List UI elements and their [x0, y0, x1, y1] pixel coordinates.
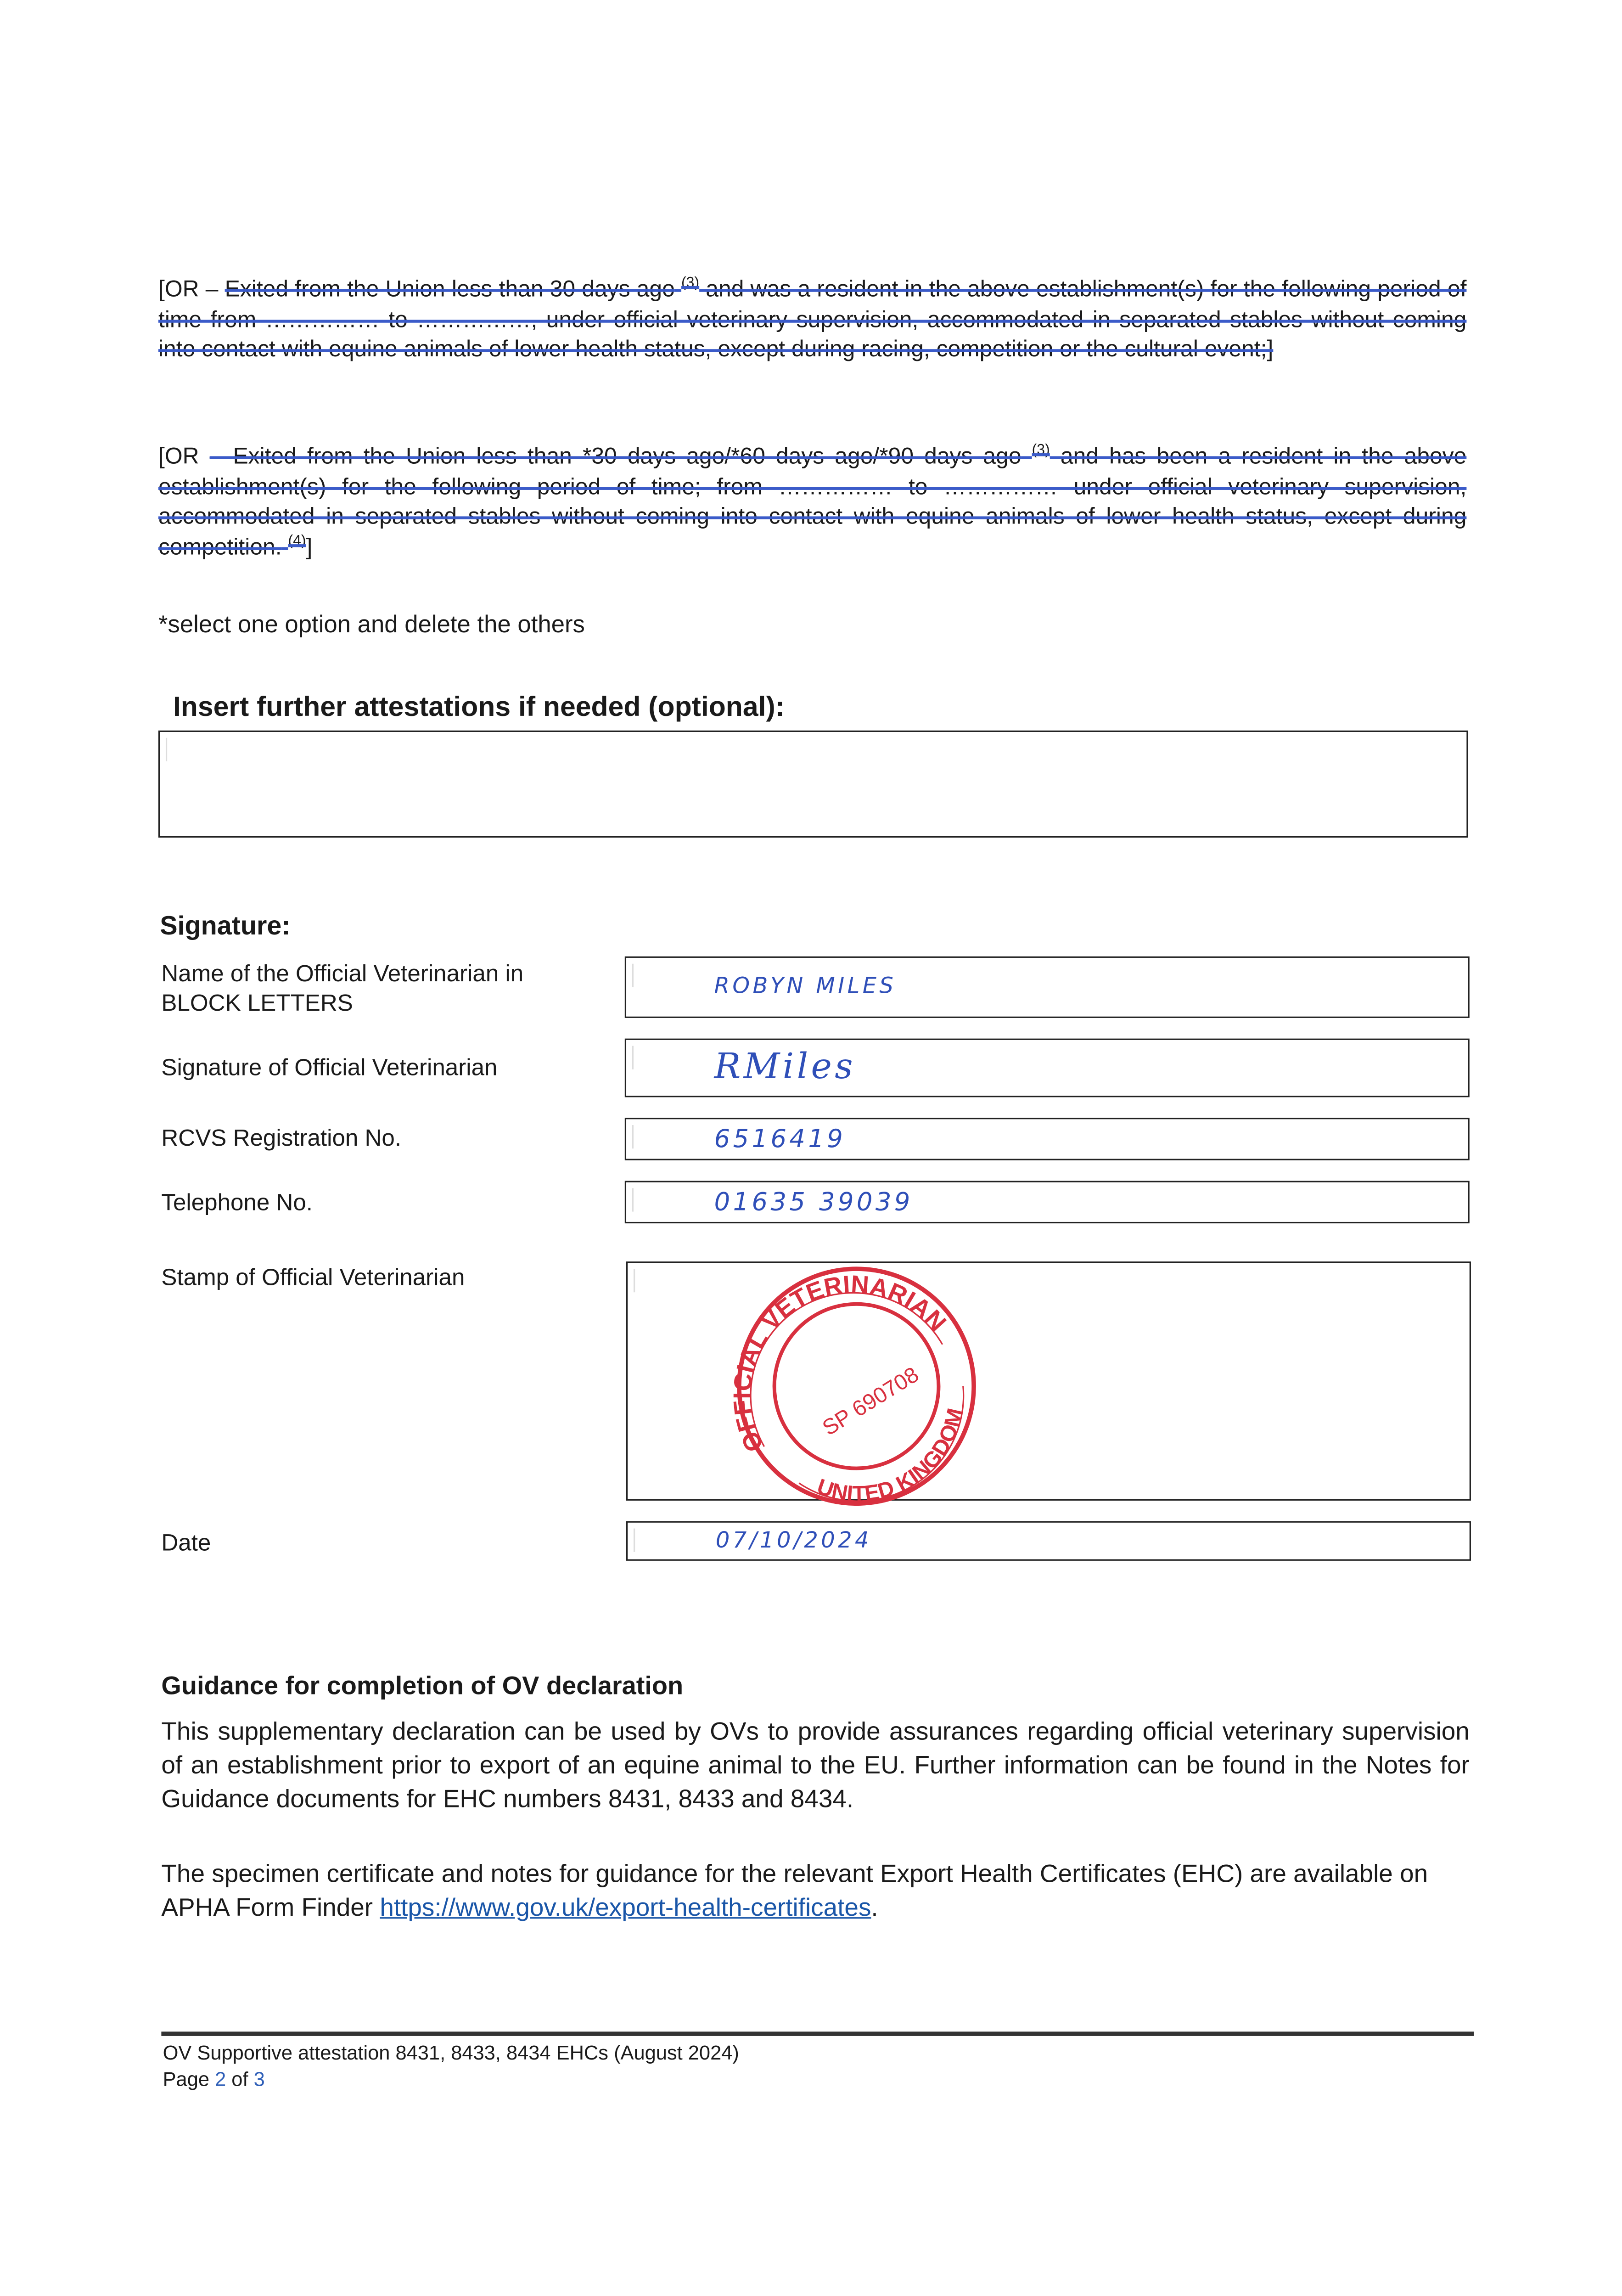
option-prefix: [OR: [158, 444, 210, 470]
guidance-text-end: .: [871, 1892, 878, 1922]
guidance-text: The specimen certificate and notes for guidance for the relevant Export Health Certificates (EHC) are available on APHA Form Finder: [161, 1858, 1428, 1922]
option-text: Exited from the Union less than 30 days ago: [224, 277, 675, 303]
option-rest: and was a resident in the above establishment(s) for the following period of time from …………… to ……………, under official veterinary supervision, accommodated in separated stables without coming into contact with equine animals of lower health status, except during racing, competition or the cultural event;]: [158, 277, 1467, 363]
rcvs-value: 6516419: [714, 1125, 846, 1154]
phone-label: Telephone No.: [161, 1191, 313, 1216]
footnote-ref: (3): [681, 275, 700, 292]
phone-field[interactable]: [625, 1181, 1470, 1223]
signature-value: RMiles: [714, 1046, 856, 1087]
guidance-heading: Guidance for completion of OV declaration: [161, 1671, 684, 1700]
option-end: ]: [306, 535, 313, 560]
signature-heading: Signature:: [160, 911, 291, 940]
stamp-number: SP 690708: [818, 1362, 923, 1441]
page-number: [163, 2067, 265, 2093]
stamp-field[interactable]: [626, 1261, 1471, 1507]
page-word: Page: [163, 2068, 215, 2091]
name-label: Name of the Official Veterinarian in BLOCK LETTERS: [161, 962, 524, 1017]
official-stamp: [727, 1269, 991, 1518]
footnote-ref: (4): [288, 533, 306, 550]
footnote-ref: (3): [1032, 443, 1050, 459]
stamp-label: Stamp of Official Veterinarian: [161, 1266, 465, 1291]
guidance-paragraph-2: [161, 1857, 1469, 1925]
stamp-top-text: OFFICIAL VETERINARIAN: [728, 1270, 952, 1457]
footer-title: OV Supportive attestation 8431, 8433, 8434 EHCs (August 2024): [163, 2042, 739, 2064]
rcvs-field[interactable]: [625, 1118, 1470, 1160]
further-attestations-heading: Insert further attestations if needed (optional):: [173, 692, 785, 723]
select-note: *select one option and delete the others: [158, 612, 585, 638]
page-total: 3: [253, 2068, 265, 2091]
date-field[interactable]: [626, 1521, 1471, 1561]
name-value: ROBYN MILES: [714, 972, 897, 999]
date-value: 07/10/2024: [715, 1527, 872, 1553]
signature-field[interactable]: [625, 1039, 1470, 1097]
phone-value: 01635 39039: [714, 1188, 913, 1218]
rcvs-label: RCVS Registration No.: [161, 1126, 402, 1152]
export-health-certificates-link[interactable]: https://www.gov.uk/export-health-certificates: [380, 1892, 871, 1922]
signature-label: Signature of Official Veterinarian: [161, 1056, 498, 1081]
further-attestations-field[interactable]: [158, 731, 1468, 838]
option-b-paragraph: [158, 443, 1466, 564]
option-prefix: [OR –: [158, 277, 225, 303]
option-text: – Exited from the Union less than *30 days ago/*60 days ago/*90 days ago: [209, 444, 1021, 470]
option-a-paragraph: [158, 276, 1466, 366]
guidance-paragraph-1: This supplementary declaration can be used by OVs to provide assurances regarding official veterinary supervision of an establishment prior to export of an equine animal to the EU. Further information can be found in the Notes for Guidance documents for EHC numbers 8431, 8433 and 8434.: [161, 1716, 1470, 1813]
page-current: 2: [215, 2068, 226, 2091]
name-field[interactable]: [625, 957, 1470, 1018]
footer-divider: [161, 2032, 1474, 2036]
stamp-bottom-text: UNITED KINGDOM: [814, 1406, 968, 1507]
option-rest: and has been a resident in the above establishment(s) for the following period of time; from …………… to …………… under official veterinary supervision, accommodated in separated stables without coming into contact with equine animals of lower health status, except during competition.: [158, 444, 1467, 560]
of-word: of: [226, 2068, 254, 2091]
date-label: Date: [161, 1531, 211, 1557]
